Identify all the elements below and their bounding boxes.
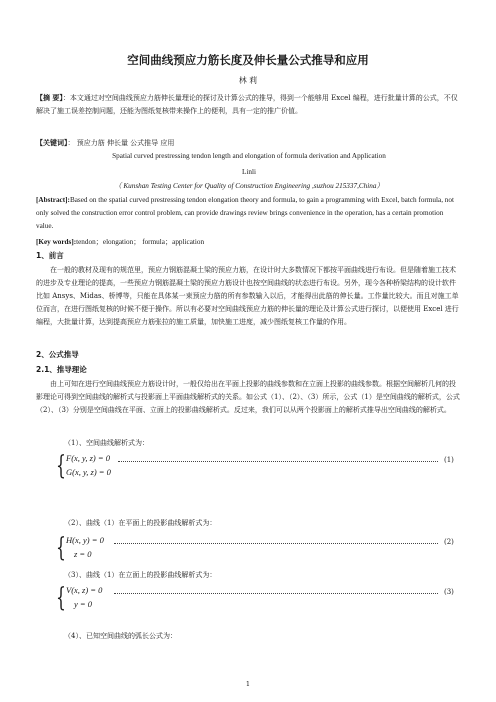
formula-2-line-1: H(x, y) = 0	[66, 535, 104, 545]
formula-3-line-1: V(x, z) = 0	[66, 585, 103, 595]
section-2-1-heading: 2.1、推导理论	[36, 365, 87, 374]
brace-symbol: {	[56, 583, 66, 613]
formula-3-caption: （3）、曲线（1）在立面上的投影曲线解析式为：	[64, 571, 217, 579]
page-number: 1	[245, 680, 251, 688]
formula-3	[56, 583, 466, 613]
formula-4-caption: （4）、已知空间曲线的弧长公式为：	[64, 632, 177, 640]
formula-2-caption: （2）、曲线（1）在平面上的投影曲线解析式为：	[64, 519, 217, 527]
section-2-heading: 2、公式推导	[36, 350, 79, 359]
abstract-cn-text: ：本文通过对空间曲线预应力筋伸长量理论的探讨及计算公式的推导，得到一个能够用 Excel 编程，进行批量计算的公式，不仅解决了施工误差控制问题，还能为图纸复核带来操作上的便利，具有一定的推广价值。	[36, 94, 458, 115]
leader-dots	[118, 461, 438, 462]
brace-symbol: {	[56, 533, 66, 563]
formula-2	[56, 533, 466, 563]
keywords-cn-label: 【关键词】	[36, 138, 68, 147]
section-2-1-body: 由上可知在进行空间曲线预应力筋设计时，一般仅给出在平面上投影的曲线参数和在立面上投影的曲线参数。根据空间解析几何的投影理论可得到空间曲线的解析式与投影面上平面曲线解析式的关系。如公式（1）、（2）、（3）所示，公式（1）是空间曲线的解析式，公式（2）、（3）分别是空间曲线在平面、立面上的投影曲线解析式。反过来，我们可以从两个投影面上的解析式推导出空间曲线的解析式。	[36, 380, 460, 414]
formula-1	[56, 451, 466, 481]
keywords-en-text: tendon；elongation； formula；application	[76, 238, 205, 246]
abstract-en-text: Based on the spatial curved prestressing tendon elongation theory and formula, to gain a programming with Excel, batch formula, not only solved the construction error control problem, can provide drawings review brings convenience in the operation, has a certain promotion value.	[36, 196, 454, 230]
formula-1-number: (1)	[444, 456, 454, 464]
abstract-en	[36, 194, 462, 233]
formula-1-line-2: G(x, y, z) = 0	[66, 467, 111, 477]
author-name: 林 莉	[238, 76, 258, 85]
keywords-en-label: [Key words]:	[36, 238, 77, 246]
leader-dots	[114, 543, 438, 544]
formula-2-line-2: z = 0	[74, 549, 92, 559]
formula-3-line-2: y = 0	[74, 599, 93, 609]
paper-title: 空间曲线预应力筋长度及伸长量公式推导和应用	[127, 53, 369, 67]
formula-2-number: (2)	[444, 538, 454, 546]
section-1-heading: 1、前言	[36, 251, 64, 260]
affiliation-en: （ Kunshan Testing Center for Quality of Construction Engineering ,suzhou 215337,China）	[114, 182, 384, 190]
abstract-en-label: [Abstract]:	[36, 196, 70, 204]
brace-symbol: {	[56, 451, 66, 481]
abstract-cn	[36, 91, 462, 118]
author-en: Linli	[242, 168, 256, 176]
formula-1-line-1: F(x, y, z) = 0	[66, 453, 110, 463]
keywords-cn-text: ： 预应力筋 伸长量 公式推导 应用	[67, 139, 175, 147]
section-1-body: 在一般的教材及现有的规范里，预应力钢筋混凝土梁的预应力筋，在设计时大多数情况下都按平面曲线进行布设。但是随着施工技术的进步及专业理论的提高，一些预应力钢筋混凝土梁的预应力筋设计也按空间曲线的状态进行布设。另外，现今各种桥梁结构的设计软件比如 Ansys、Midas、桥博等，只能在具体某一束预应力筋的所有参数输入以后，才能得出此筋的伸长量。工作量比较大。而且对施工单位而言，在进行图纸复核的时候不便于操作。所以有必要对空间曲线预应力筋的伸长量的理论及计算公式进行探讨，以便使用 Excel 进行编程，大批量计算，达到提高预应力筋张拉的施工质量，加快施工进度，减少图纸复核工作量的作用。	[36, 266, 459, 326]
leader-dots	[114, 593, 438, 594]
abstract-cn-label: 【摘 要】	[36, 93, 63, 102]
formula-3-number: (3)	[444, 588, 454, 596]
keywords-en	[36, 236, 462, 249]
keywords-cn	[36, 136, 462, 150]
formula-1-caption: （1）、空间曲线解析式为：	[64, 439, 149, 447]
title-en: Spatial curved prestressing tendon length and elongation of formula derivation and Application	[112, 152, 386, 160]
